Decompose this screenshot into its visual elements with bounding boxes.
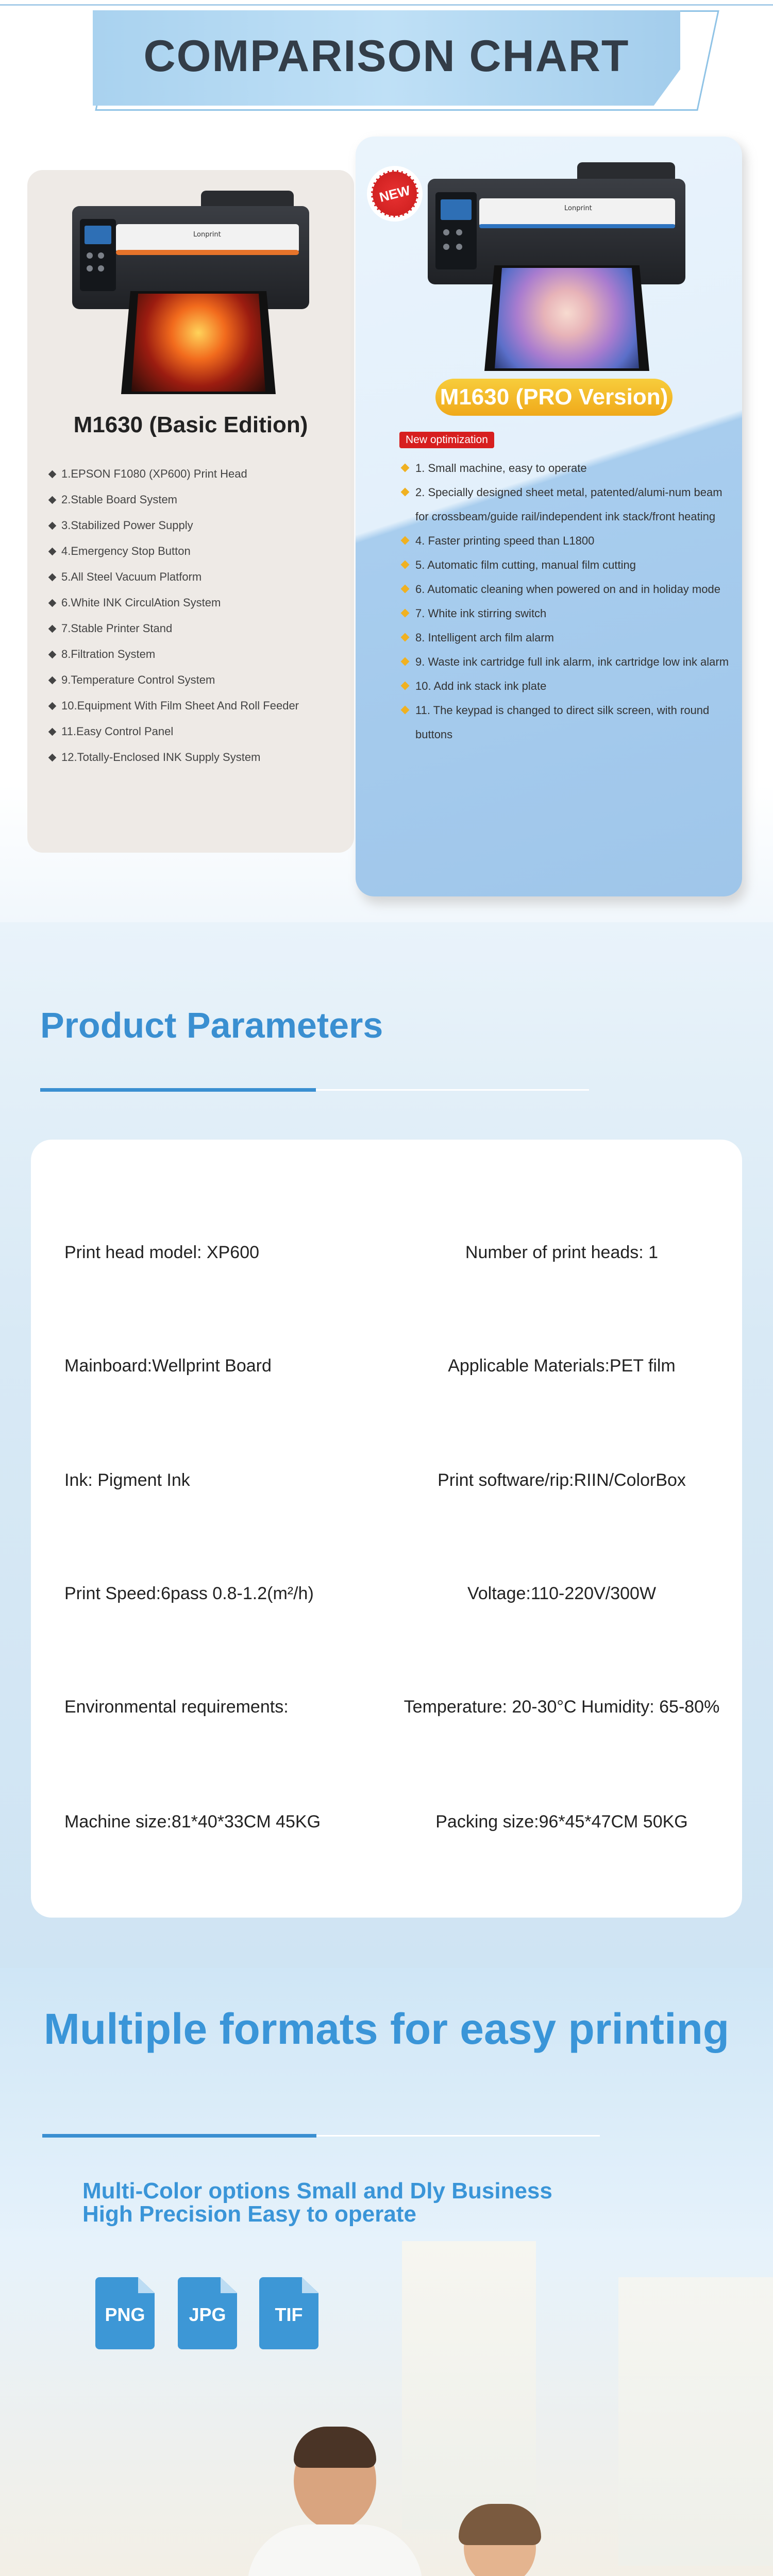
diamond-bullet-icon — [401, 706, 410, 715]
parameters-card — [31, 1140, 742, 1918]
param-right: Print software/rip:RIIN/ColorBox — [438, 1470, 686, 1490]
diamond-bullet-icon — [48, 496, 57, 504]
parameters-section — [0, 922, 773, 1968]
diamond-bullet-icon — [401, 657, 410, 666]
list-item: 7.Stable Printer Stand — [49, 616, 348, 641]
diamond-bullet-icon — [48, 547, 57, 555]
param-left: Mainboard:Wellprint Board — [64, 1356, 272, 1376]
list-item: 1.EPSON F1080 (XP600) Print Head — [49, 461, 348, 487]
man-figure — [247, 2432, 433, 2576]
basic-feature-list — [49, 461, 348, 770]
comparison-title: COMPARISON CHART — [143, 31, 630, 81]
tagline-1: Multi-Color options Small and Dly Business — [82, 2178, 552, 2204]
list-item: 3.Stabilized Power Supply — [49, 513, 348, 538]
diamond-bullet-icon — [48, 727, 57, 736]
list-item: 1. Small machine, easy to operate — [402, 456, 732, 480]
table-row — [31, 1243, 742, 1274]
param-left: Print Speed:6pass 0.8-1.2(m²/h) — [64, 1584, 314, 1603]
jpg-file-icon: JPG — [178, 2277, 237, 2349]
diamond-bullet-icon — [48, 753, 57, 761]
title-underline — [40, 1088, 316, 1092]
tif-file-icon: TIF — [259, 2277, 318, 2349]
title-underline-thin — [316, 2135, 600, 2137]
basic-printer-image — [72, 191, 309, 397]
list-item: 12.Totally-Enclosed INK Supply System — [49, 744, 348, 770]
pro-model-name: M1630 (PRO Version) — [435, 379, 673, 416]
diamond-bullet-icon — [48, 676, 57, 684]
list-item: 10.Equipment With Film Sheet And Roll Feeder — [49, 693, 348, 719]
pro-printer-brand: Lonprint — [564, 205, 592, 212]
param-right: Applicable Materials:PET film — [448, 1356, 676, 1376]
param-left: Print head model: XP600 — [64, 1243, 260, 1262]
child-figure — [428, 2509, 572, 2576]
param-left: Environmental requirements: — [64, 1697, 289, 1717]
diamond-bullet-icon — [401, 536, 410, 545]
pro-feature-list — [402, 456, 732, 747]
param-right: Voltage:110-220V/300W — [467, 1584, 657, 1603]
list-item: 9.Temperature Control System — [49, 667, 348, 693]
list-item: 8.Filtration System — [49, 641, 348, 667]
diamond-bullet-icon — [401, 682, 410, 690]
list-item: 2.Stable Board System — [49, 487, 348, 513]
diamond-bullet-icon — [401, 488, 410, 497]
pro-printer-image — [428, 162, 685, 374]
title-underline-thin — [316, 1089, 589, 1091]
diamond-bullet-icon — [48, 702, 57, 710]
diamond-bullet-icon — [401, 464, 410, 472]
param-right: Temperature: 20-30°C Humidity: 65-80% — [404, 1697, 720, 1717]
list-item: 11.Easy Control Panel — [49, 719, 348, 744]
list-item: 4. Faster printing speed than L1800 — [402, 529, 732, 553]
list-item: 5. Automatic film cutting, manual film cutting — [402, 553, 732, 577]
basic-printer-brand: Lonprint — [193, 231, 221, 239]
title-underline — [42, 2134, 316, 2138]
diamond-bullet-icon — [48, 521, 57, 530]
parameters-title: Product Parameters — [40, 1005, 383, 1045]
list-item: 8. Intelligent arch film alarm — [402, 625, 732, 650]
list-item: 2. Specially designed sheet metal, patented/alumi-num beam for crossbeam/guide rail/independent ink stack/front heating — [402, 480, 732, 529]
diamond-bullet-icon — [401, 561, 410, 569]
tagline-2: High Precision Easy to operate — [82, 2201, 416, 2227]
diamond-bullet-icon — [48, 599, 57, 607]
diamond-bullet-icon — [48, 470, 57, 478]
table-row — [31, 1812, 742, 1843]
diamond-bullet-icon — [401, 609, 410, 618]
list-item: 11. The keypad is changed to direct silk screen, with round buttons — [402, 698, 732, 747]
top-divider — [0, 4, 773, 6]
list-item: 5.All Steel Vacuum Platform — [49, 564, 348, 590]
param-right: Number of print heads: 1 — [465, 1243, 659, 1262]
diamond-bullet-icon — [48, 650, 57, 658]
diamond-bullet-icon — [48, 624, 57, 633]
diamond-bullet-icon — [401, 585, 410, 594]
table-row — [31, 1697, 742, 1728]
new-optimization-tag: New optimization — [399, 432, 494, 448]
new-badge — [367, 166, 423, 222]
list-item: 6. Automatic cleaning when powered on and in holiday mode — [402, 577, 732, 601]
diamond-bullet-icon — [401, 633, 410, 642]
table-row — [31, 1356, 742, 1387]
comparison-section — [0, 0, 773, 922]
table-row — [31, 1470, 742, 1501]
new-badge-label: NEW — [366, 165, 424, 223]
formats-title: Multiple formats for easy printing — [43, 2005, 730, 2053]
list-item: 4.Emergency Stop Button — [49, 538, 348, 564]
list-item: 10. Add ink stack ink plate — [402, 674, 732, 698]
window-light — [618, 2277, 773, 2566]
list-item: 6.White INK CirculAtion System — [49, 590, 348, 616]
diamond-bullet-icon — [48, 573, 57, 581]
param-left: Machine size:81*40*33CM 45KG — [64, 1812, 321, 1832]
param-left: Ink: Pigment Ink — [64, 1470, 190, 1490]
list-item: 7. White ink stirring switch — [402, 601, 732, 625]
basic-model-name: M1630 (Basic Edition) — [73, 412, 308, 437]
param-right: Packing size:96*45*47CM 50KG — [435, 1812, 688, 1832]
table-row — [31, 1584, 742, 1615]
list-item: 9. Waste ink cartridge full ink alarm, ink cartridge low ink alarm — [402, 650, 732, 674]
formats-section — [0, 1968, 773, 2576]
png-file-icon: PNG — [95, 2277, 155, 2349]
